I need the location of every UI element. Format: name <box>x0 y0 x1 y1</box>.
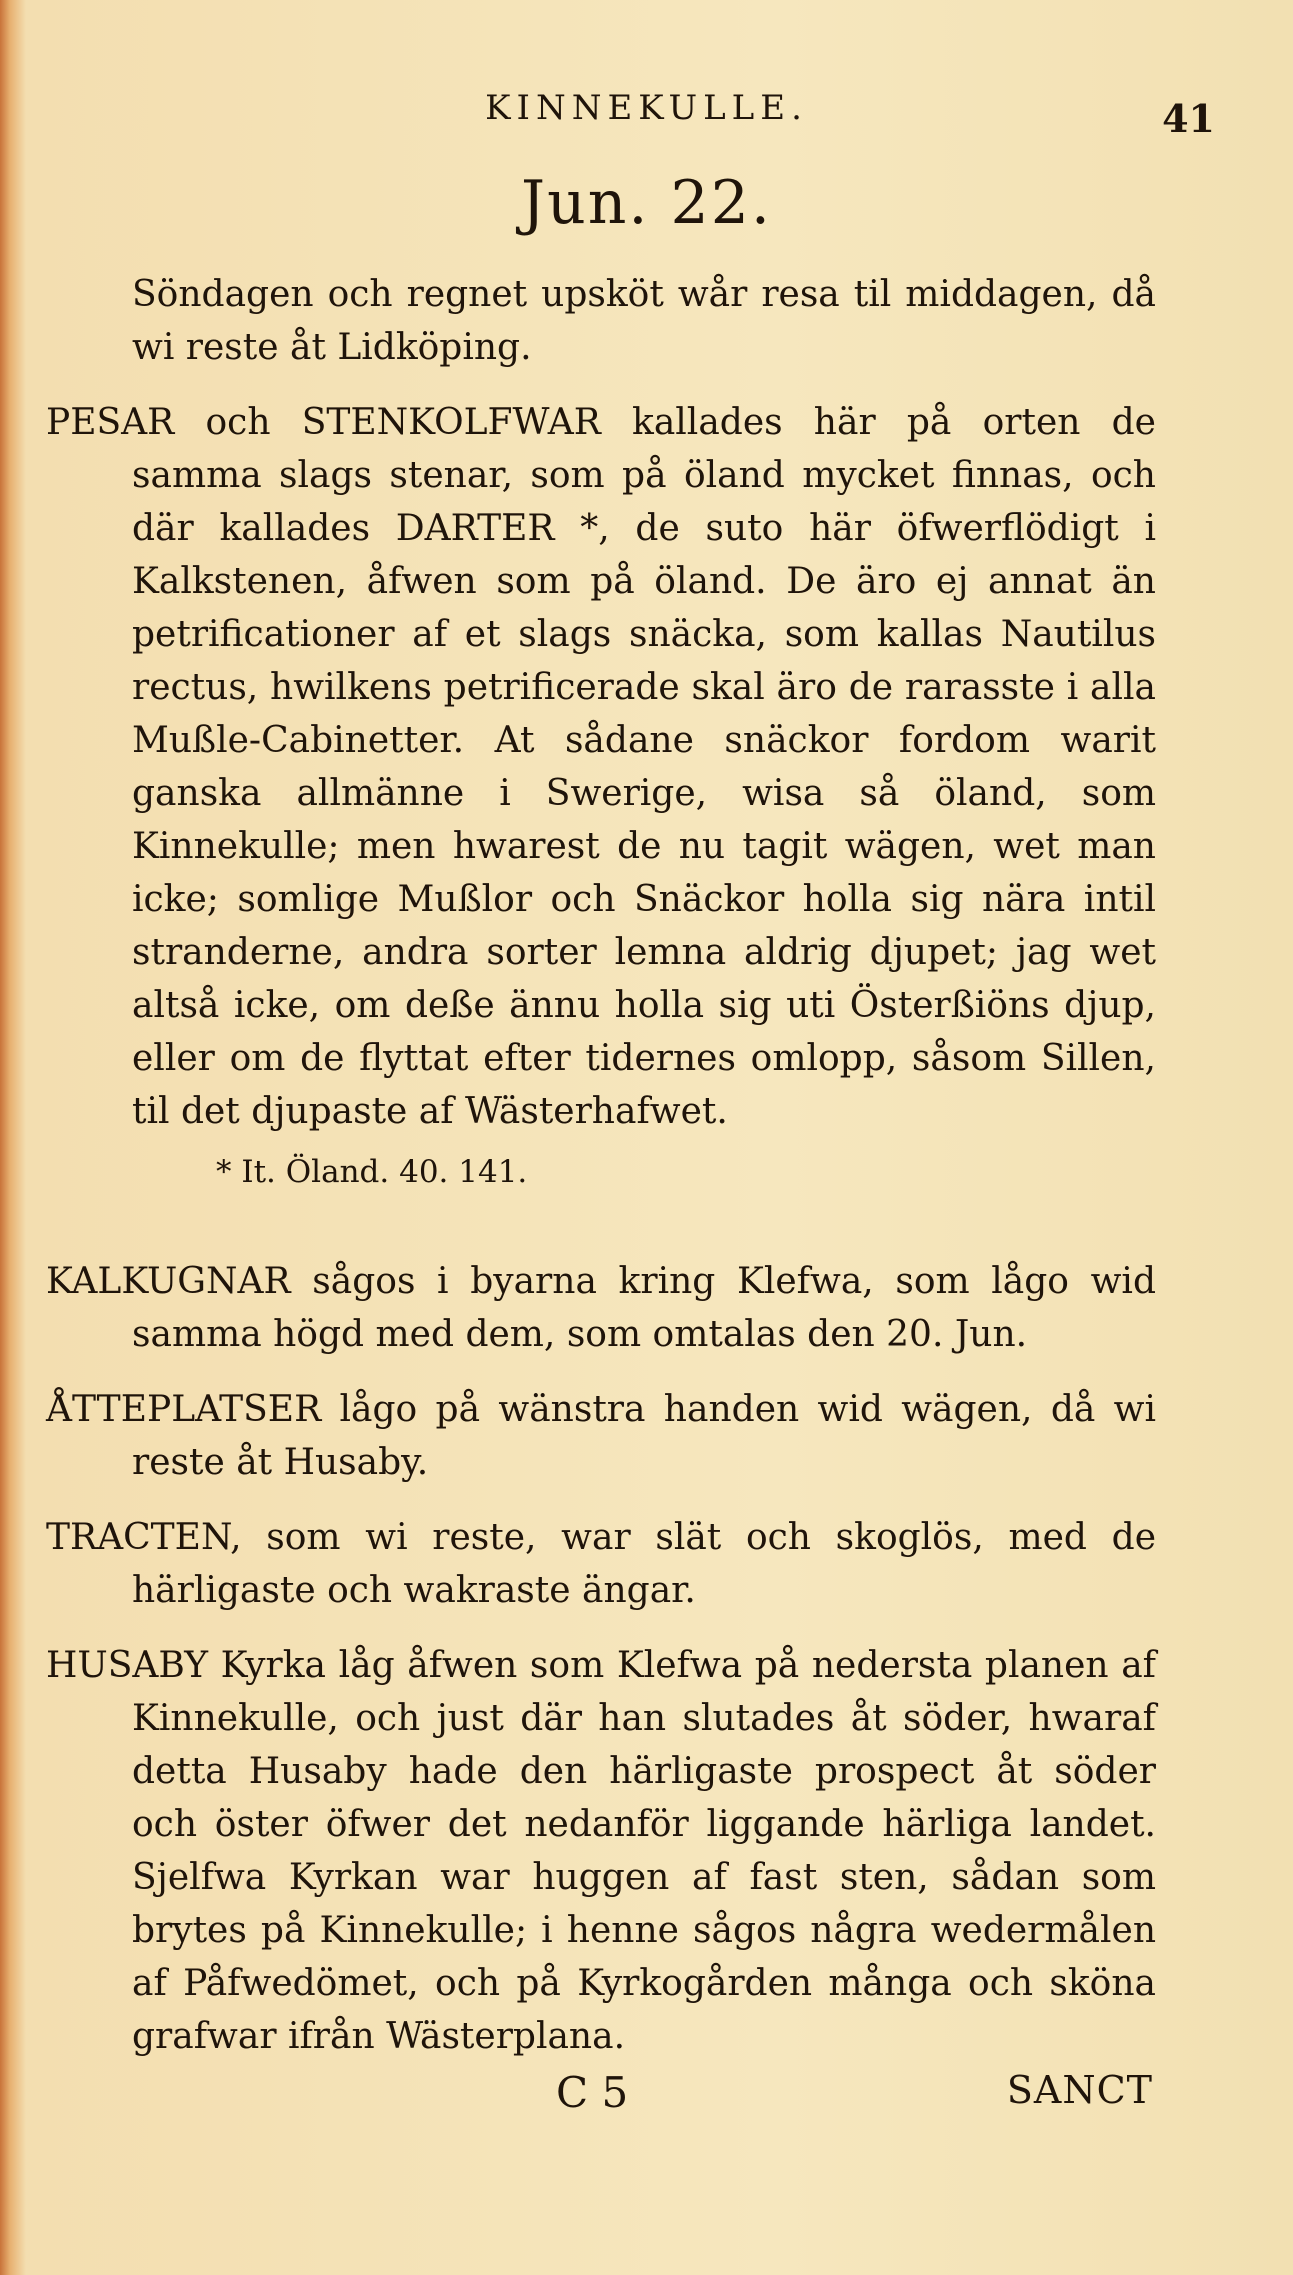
signature-mark: C 5 <box>556 2068 629 2117</box>
paragraph-sunday: Söndagen och regnet upsköt wår resa til middagen, då wi reste åt Lidköping. <box>132 274 1156 368</box>
body-text <box>46 268 1156 2085</box>
date-heading: Jun. 22. <box>521 168 772 238</box>
running-title: KINNEKULLE. <box>485 88 808 128</box>
page-number: 41 <box>1162 96 1215 141</box>
paragraph-tracten: TRACTEN, som wi reste, war slät och skoglös, med de härligaste och wakraste ängar. <box>46 1517 1156 1611</box>
paragraph-kalkugnar: KALKUGNAR sågos i byarna kring Klefwa, som lågo wid samma högd med dem, som omtalas den 20. Jun. <box>46 1261 1156 1355</box>
paragraph-husaby: HUSABY Kyrka låg åfwen som Klefwa på nedersta planen af Kinnekulle, och just där han slutades åt söder, hwaraf detta Husaby hade den härligaste prospect åt söder och öster öfwer det nedanför liggande härliga landet. Sjelfwa Kyrkan war huggen af fast sten, sådan som brytes på Kinnekulle; i henne sågos några wedermålen af Påfwedömet, och på Kyrkogården många och sköna grafwar ifrån Wästerplana. <box>46 1645 1156 2057</box>
footnote: * It. Öland. 40. 141. <box>216 1154 528 1190</box>
paragraph-atteplatser: ÅTTEPLATSER lågo på wänstra handen wid wägen, då wi reste åt Husaby. <box>46 1389 1156 1483</box>
catchword: SANCT <box>1006 2068 1153 2112</box>
paragraph-pesar: PESAR och STENKOLFWAR kallades här på orten de samma slags stenar, som på öland mycket finnas, och där kallades DARTER *, de suto här öfwerflödigt i Kalkstenen, åfwen som på öland. De äro ej annat än petrificationer af et slags snäcka, som kallas Nautilus rectus, hwilkens petrificerade skal äro de rarasste i alla Mußle-Cabinetter. At sådane snäckor fordom warit ganska allmänne i Swerige, wisa så öland, som Kinnekulle; men hwarest de nu tagit wägen, wet man icke; somlige Mußlor och Snäckor holla sig nära intil stranderne, andra sorter lemna aldrig djupet; jag wet altså icke, om deße ännu holla sig uti Österßiöns djup, eller om de flyttat efter tidernes omlopp, såsom Sillen, til det djupaste af Wästerhafwet. <box>46 402 1156 1132</box>
